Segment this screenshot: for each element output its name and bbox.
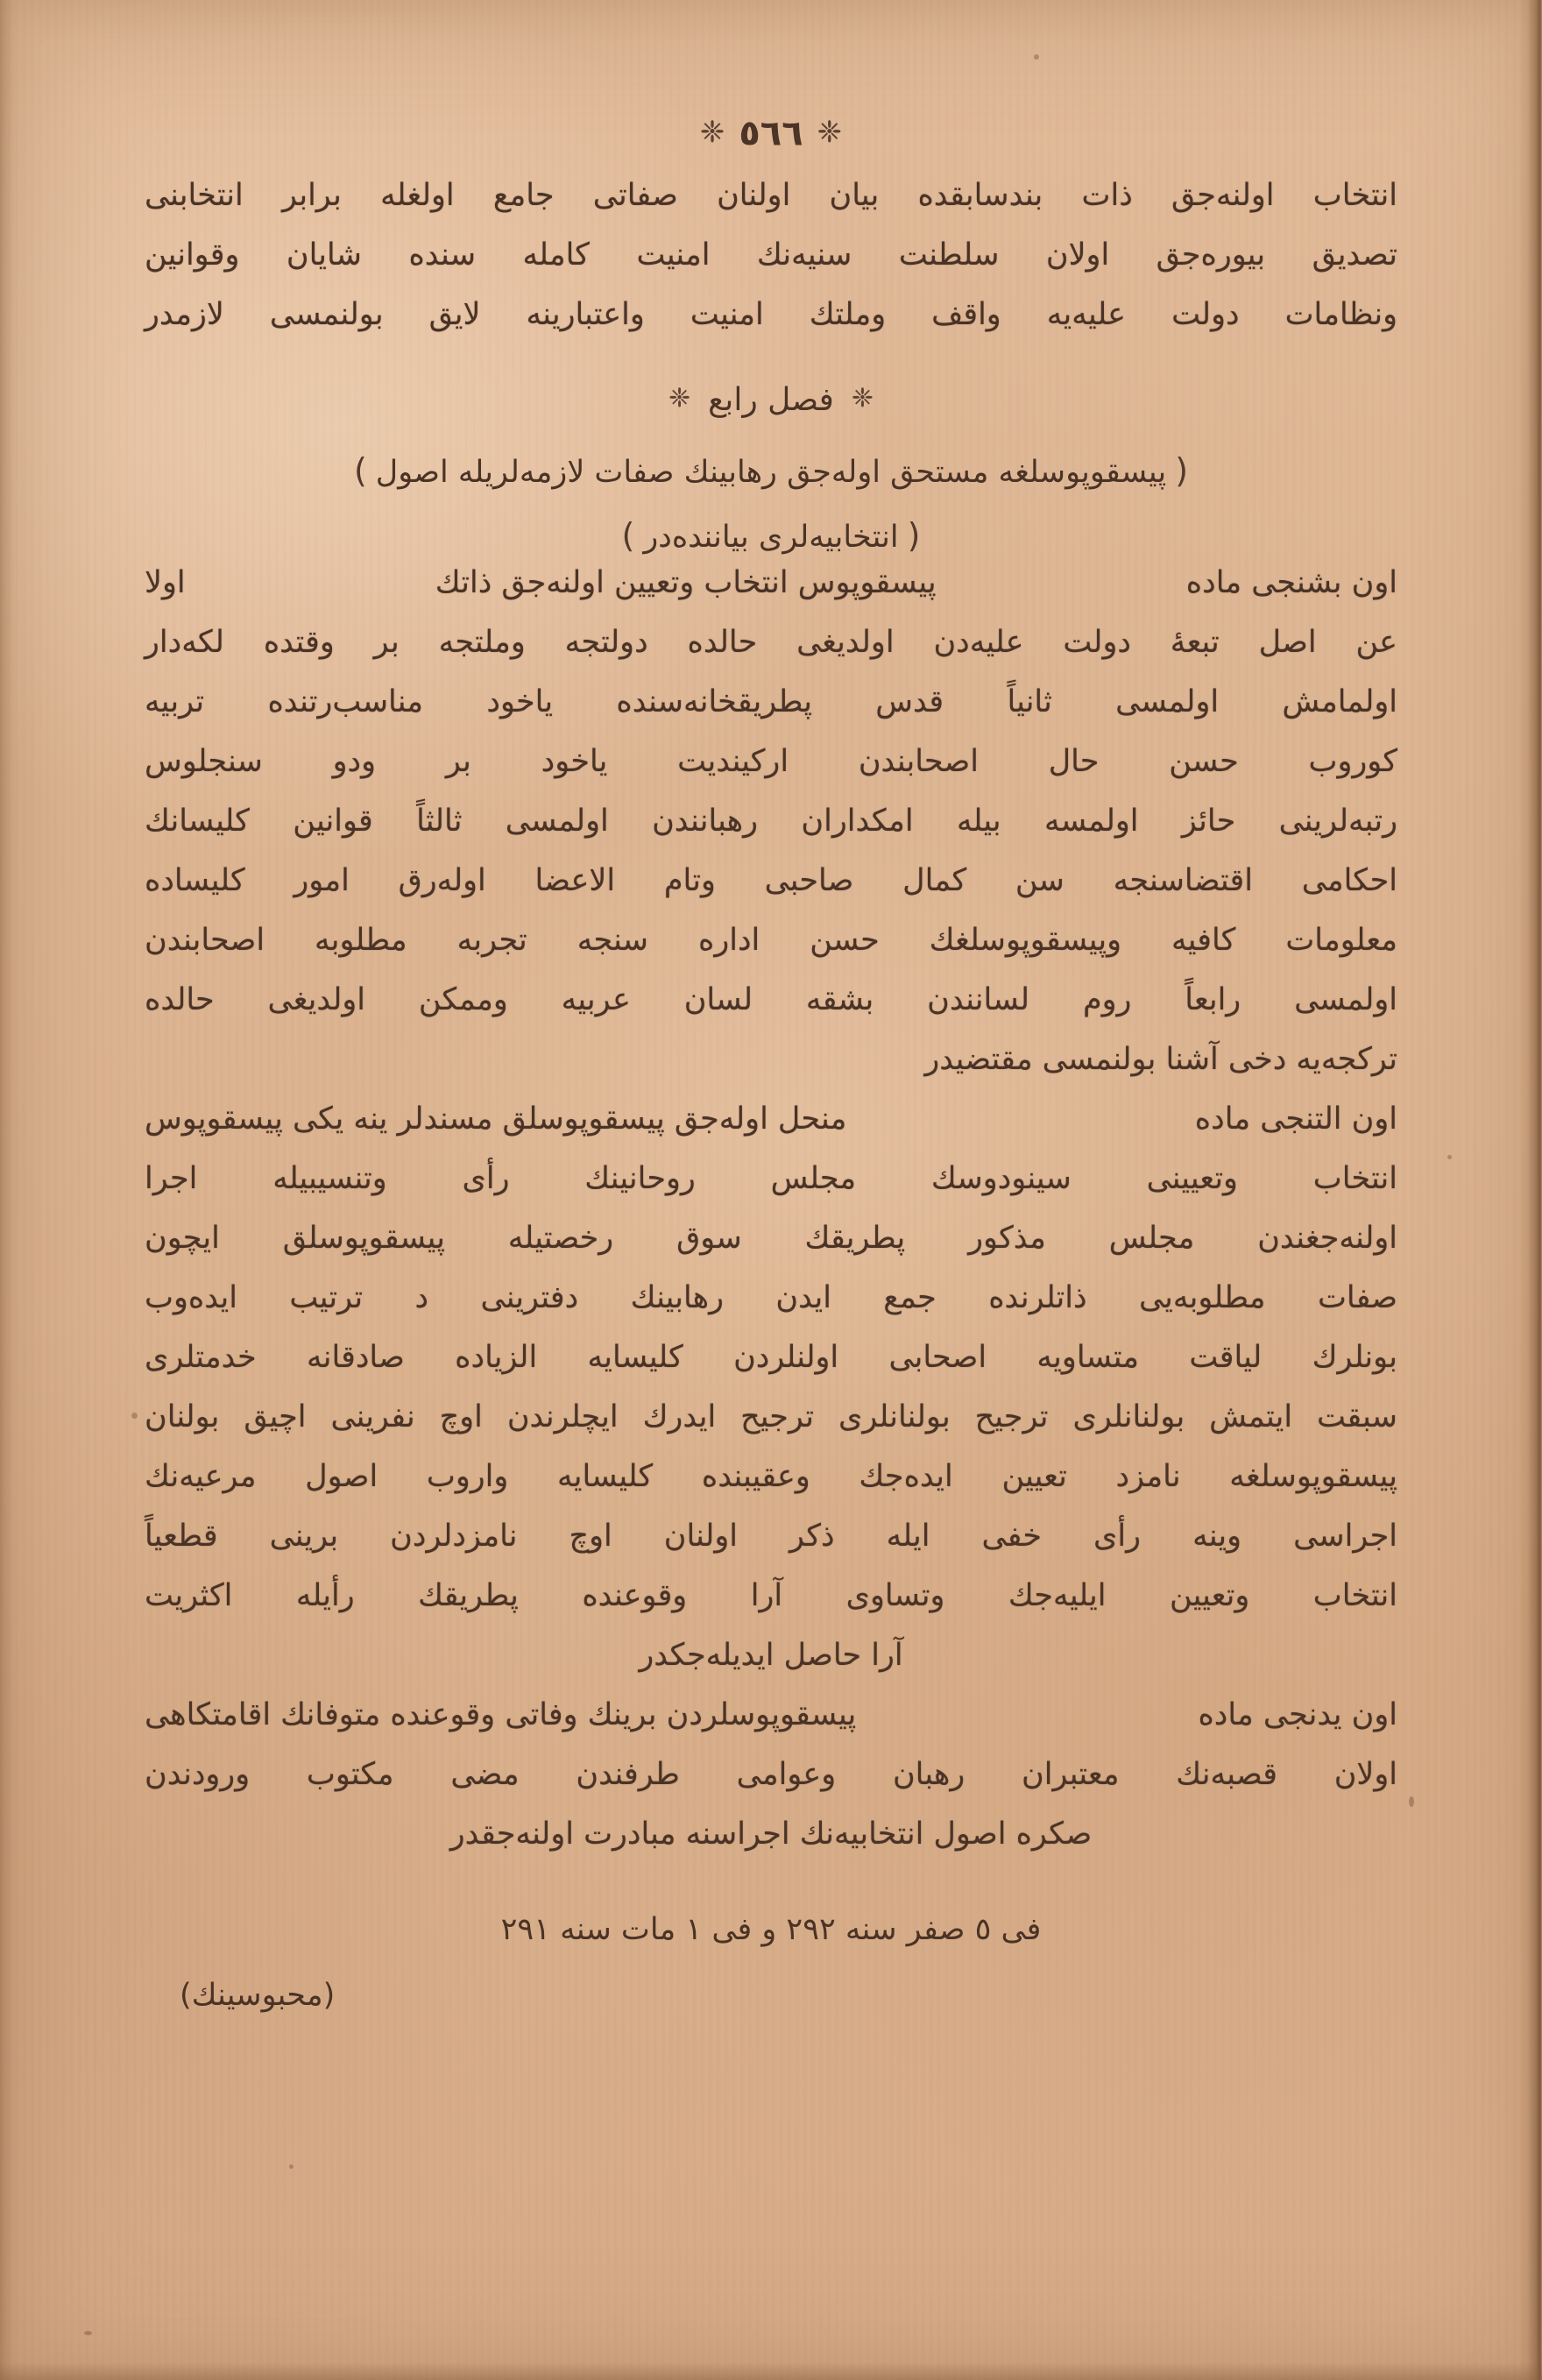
text-line: اولنه‌جغندن مجلس مذكور پطریقك سوق رخصتیله پیسقوپوسلق ایچون (145, 1221, 1397, 1256)
article-opening-body: پیسقوپوس انتخاب وتعیین اولنه‌جق ذاتك (435, 565, 937, 600)
paper-speck (1034, 54, 1039, 60)
article-opening-body: منحل اوله‌جق پیسقوپوسلق مسندلر ینه یکی پیسقوپوس (145, 1101, 847, 1137)
date-line: فی ٥ صفر سنه ٢٩٢ و فی ١ مات سنه ٢٩١ (500, 1912, 1042, 1947)
page-edge-left-shadow (0, 0, 16, 2380)
floral-ornament-left-icon: ❈ (851, 382, 874, 414)
floral-ornament-right-icon: ❈ (699, 114, 725, 150)
paren-open: ( (907, 516, 921, 555)
paper-speck (289, 2164, 294, 2169)
folio-number: ٥٦٦ (739, 113, 803, 154)
article-number-label: اون بشنجی ماده (1185, 565, 1397, 600)
article-16 (145, 1101, 1397, 1700)
text-line: پیسقوپوسلغه نامزد تعیین ایده‌جك وعقیبنده كلیسایه واروب اصول مرعیه‌نك (145, 1459, 1397, 1494)
text-line: اجراسی وینه رأی خفی ایله ذكر اولنان اوچ نامزدلردن برینی قطعیاً (145, 1519, 1397, 1554)
paren-close: ) (353, 451, 367, 490)
text-line: بونلرك لیاقت متساویه اصحابی اولنلردن كلیسایه الزیاده صادقانه خدمتلری (145, 1340, 1397, 1375)
catchword-text: محبوسینك (191, 1978, 323, 2013)
article-opening-body: پیسقوپوسلردن برینك وفاتی وقوعنده متوفانك اقامتکاهی (145, 1697, 857, 1732)
article-opening-line (145, 1101, 1397, 1164)
sub-heading-2 (145, 503, 1397, 568)
text-line: اولمسی رابعاً روم لسانندن بشقه لسان عربیه وممكن اولدیغی حالده (145, 982, 1397, 1017)
article-opening-tail: اولا (145, 565, 186, 600)
paper-speck (1409, 1796, 1414, 1807)
text-line: اولمامش اولمسی ثانیاً قدس پطریقخانه‌سنده یاخود مناسب‌رتنده تربیه (145, 684, 1397, 719)
floral-ornament-left-icon: ❈ (817, 114, 843, 150)
text-line: تصدیق بیوره‌جق اولان سلطنت سنیه‌نك امنیت كامله سنده شایان وقوانین (145, 237, 1397, 273)
text-line: عن اصل تبعۀ دولت علیه‌دن اولدیغی حالده دولتجه وملتجه بر وقتده لكه‌دار (145, 625, 1397, 660)
article-15 (145, 565, 1397, 1104)
text-line: رتبه‌لرینی حائز اولمسه بیله امكداران رهبانندن اولمسی ثالثاً قوانین كلیسانك (145, 804, 1397, 839)
article-opening-line (145, 1697, 1397, 1760)
page-edge-right-binding (1519, 0, 1542, 2380)
text-line: صفات مطلوبه‌یی ذاتلرنده جمع ایدن رهابینك دفترینی د ترتیب ایدەوب (145, 1280, 1397, 1315)
section-heading-title: فصل رابع (708, 381, 834, 418)
article-number-label: اون یدنجی ماده (1198, 1697, 1397, 1732)
text-line: معلومات كافیه وپیسقوپوسلغك حسن اداره سنجه تجربه مطلوبه اصحابندن (145, 923, 1397, 958)
sub-heading-text: انتخابیه‌لری بیاننده‌در (643, 520, 899, 555)
sub-heading-text: پیسقوپوسلغه مستحق اوله‌جق رهابینك صفات لازمه‌لریله اصول (375, 455, 1167, 490)
catchword-line (145, 1963, 1397, 2028)
text-line: انتخاب وتعیین ایلیه‌جك وتساوی آرا وقوعنده پطریقك رأیله اكثریت (145, 1578, 1397, 1613)
paper-speck (1447, 1155, 1452, 1159)
floral-ornament-right-icon: ❈ (668, 382, 691, 414)
paren-open: ( (1175, 451, 1189, 490)
article-opening-line (145, 565, 1397, 627)
text-line: ونظامات دولت علیه‌یه واقف وملتك امنیت واعتبارینه لایق بولنمسی لازمدر (145, 297, 1397, 332)
text-line: آرا حاصل ایدیله‌جكدر (639, 1638, 903, 1673)
text-line: انتخاب وتعیینی سینودوسك مجلس روحانینك رأی وتنسیبیله اجرا (145, 1161, 1397, 1196)
text-line: اولان قصبه‌نك معتبران رهبان وعوامی طرفندن مضی مكتوب ورودندن (145, 1757, 1397, 1792)
paren-close: ) (621, 516, 635, 555)
page-header (145, 105, 1397, 161)
intro-paragraph (145, 178, 1397, 359)
sub-heading-1 (145, 438, 1397, 503)
section-heading (145, 365, 1397, 435)
text-line: صكره اصول انتخابیه‌نك اجراسنه مبادرت اولنه‌جقدر (449, 1817, 1093, 1852)
paper-speck (84, 2331, 92, 2335)
article-number-label: اون التنجی ماده (1194, 1101, 1397, 1137)
paper-speck (131, 1413, 138, 1419)
article-17 (145, 1697, 1397, 1879)
text-line: كوروب حسن حال اصحابندن ارکیندیت یاخود بر ودو سنجلوس (145, 744, 1397, 779)
paren-open: ( (322, 1978, 336, 2013)
text-line: تركجه‌یه دخی آشنا بولنمسی مقتضیدر (924, 1042, 1397, 1077)
page-content (145, 105, 1397, 2028)
text-line: احكامی اقتضاسنجه سن كمال صاحبی وتام الاعضا اولەرق امور كلیساده (145, 863, 1397, 898)
text-line: انتخاب اولنه‌جق ذات بندسابقده بیان اولنان صفاتی جامع اولغله برابر انتخابنی (145, 178, 1397, 213)
paren-close: ) (180, 1978, 192, 2013)
page-edge-bottom-shadow (0, 2362, 1542, 2380)
text-line: سبقت ایتمش بولنانلری ترجیح بولنانلری ترجیح ایدرك ایچلرندن اوچ نفرینی اچیق بولنان (145, 1399, 1397, 1434)
